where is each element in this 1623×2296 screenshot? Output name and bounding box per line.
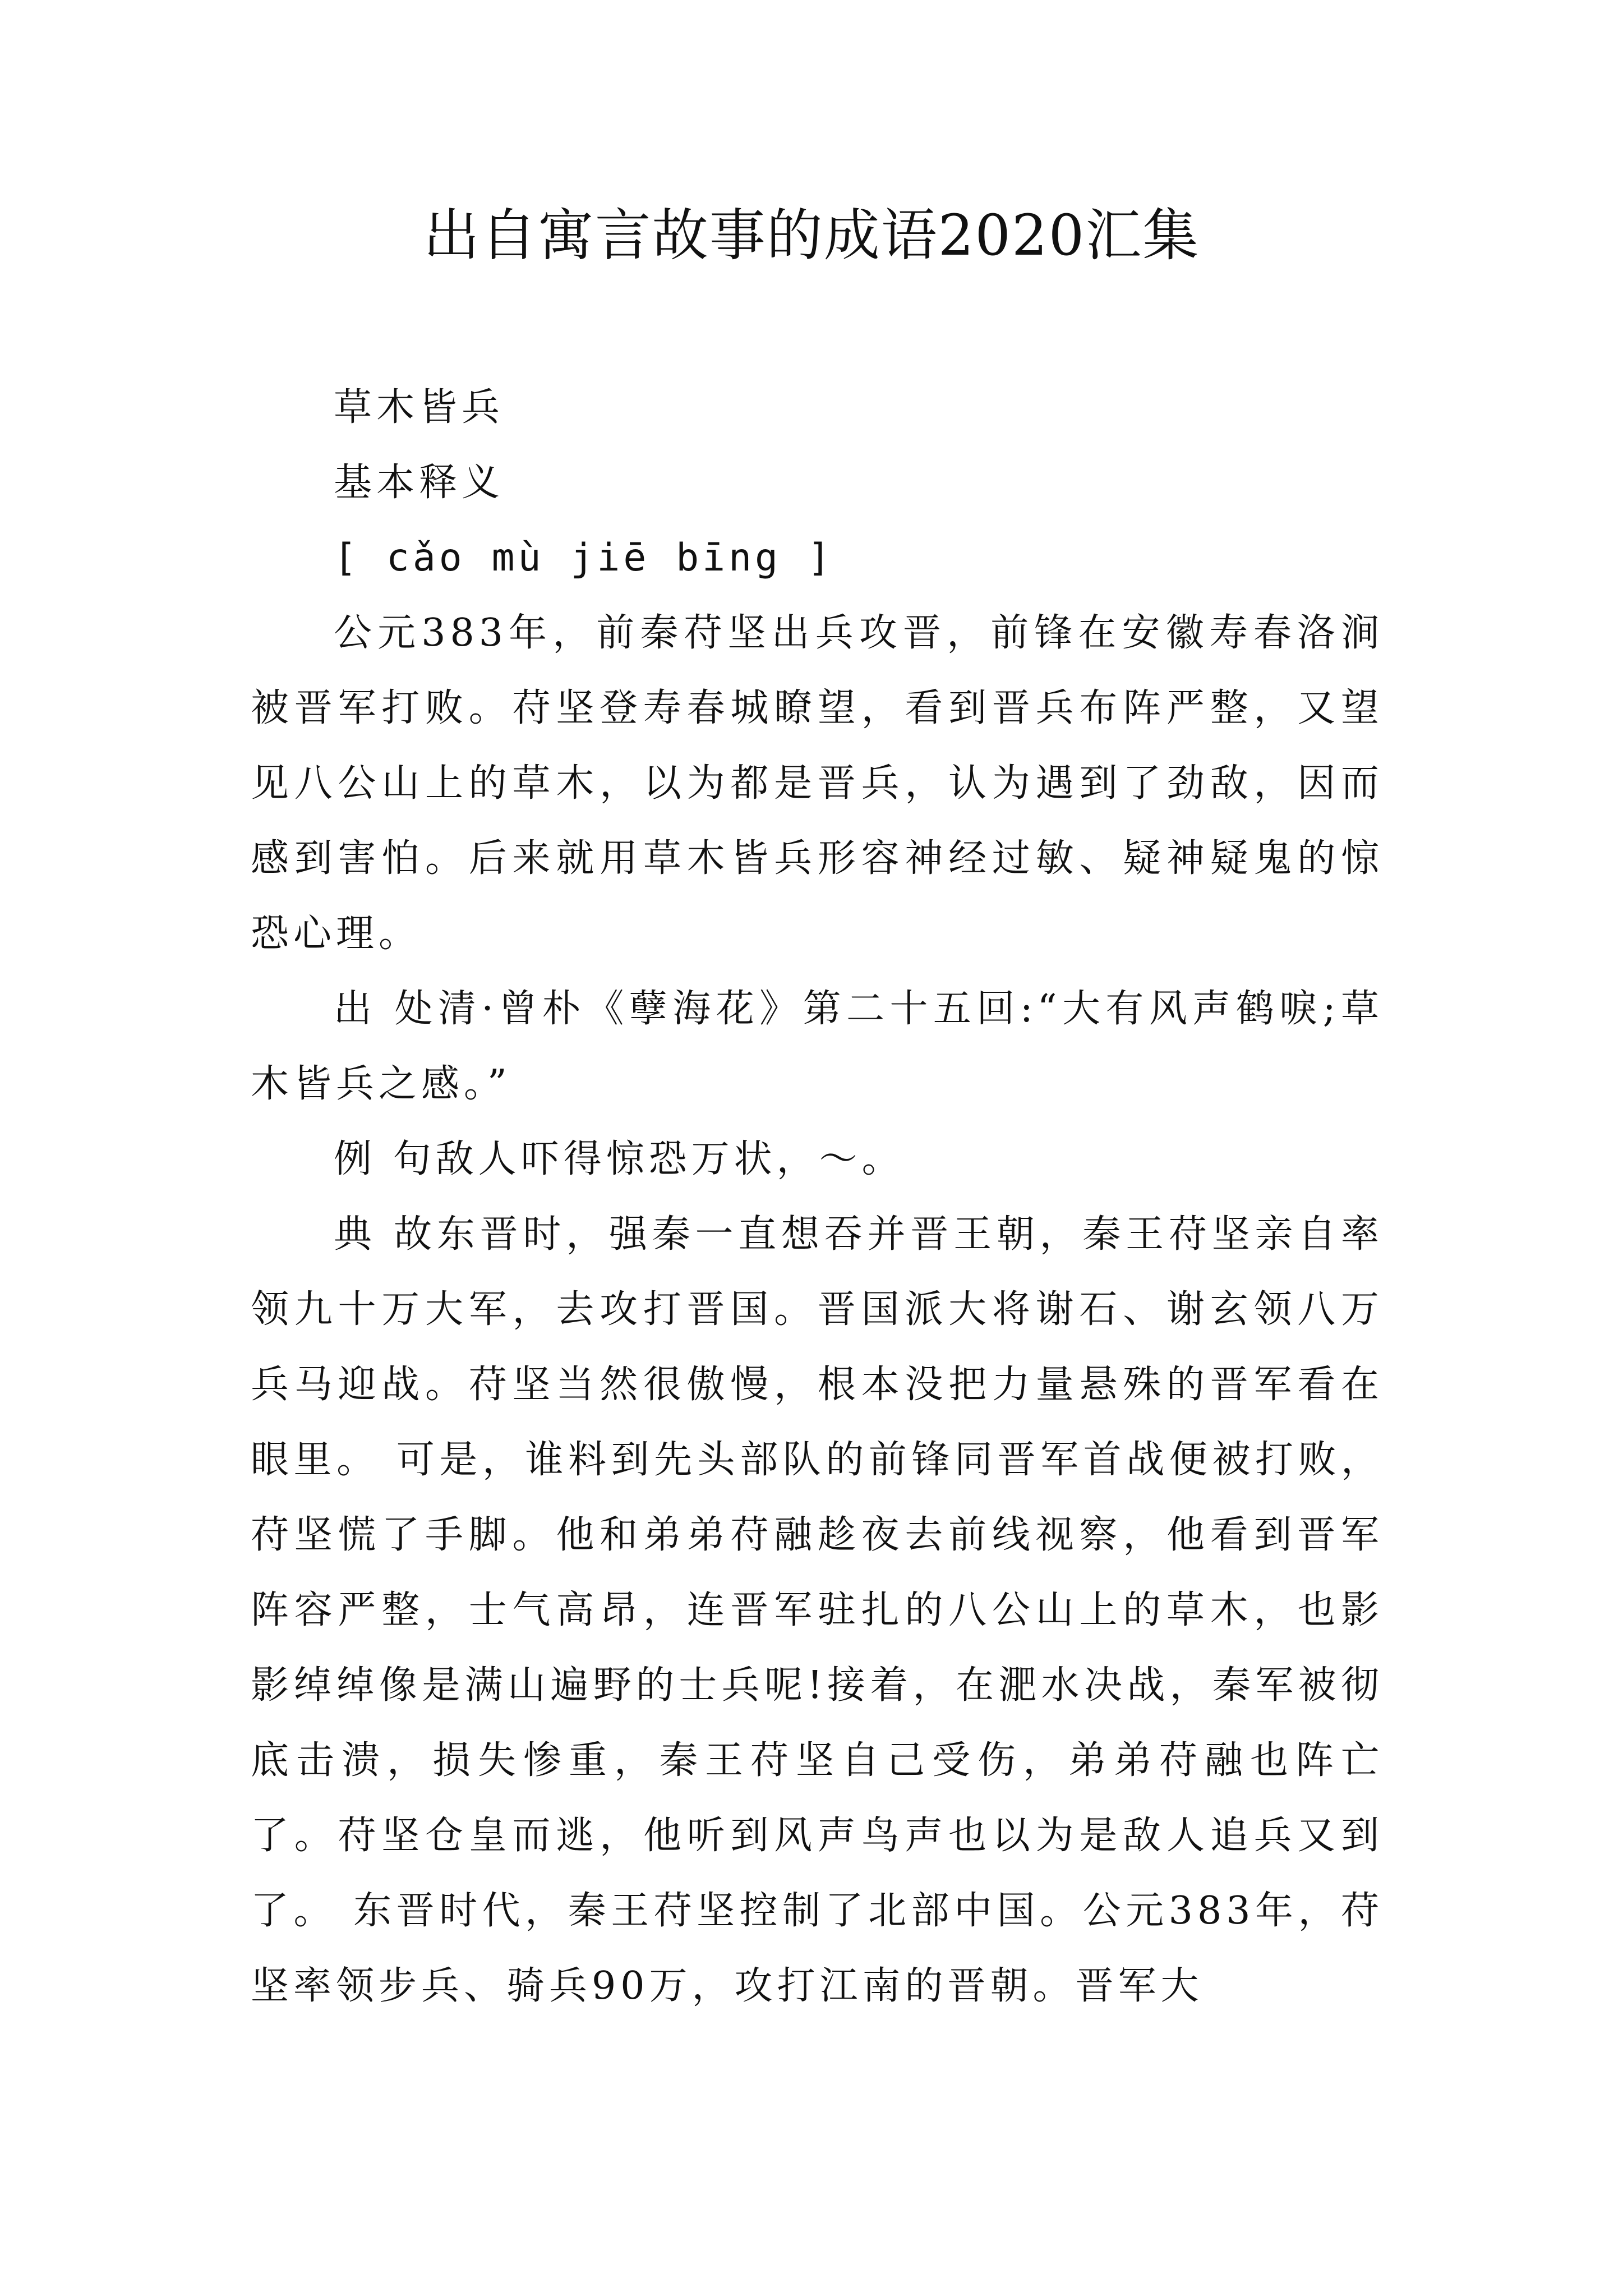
example-paragraph: 例 句敌人吓得惊恐万状，～。 xyxy=(334,1137,905,1181)
idiom-heading: 草木皆兵 xyxy=(334,385,505,430)
meaning-paragraph: 公元383年，前秦苻坚出兵攻晋，前锋在安徽寿春洛涧被晋军打败。苻坚登寿春城瞭望，看到晋兵布阵严整，又望见八公山上的草木，以为都是晋兵，认为遇到了劲敌，因而感到害怕。后来就用草木皆兵形容神经过敏、疑神疑鬼的惊恐心理。 xyxy=(251,611,1384,956)
pinyin-line: [ cǎo mù jiē bīng ] xyxy=(334,536,834,580)
document-title: 出自寓言故事的成语2020汇集 xyxy=(423,203,1200,268)
source-paragraph: 出 处清·曾朴《孽海花》第二十五回:“大有风声鹤唳;草木皆兵之感。” xyxy=(251,987,1384,1106)
document-body xyxy=(251,370,1384,2024)
section-heading-basic-meaning: 基本释义 xyxy=(334,461,505,505)
story-paragraph: 典 故东晋时，强秦一直想吞并晋王朝，秦王苻坚亲自率领九十万大军，去攻打晋国。晋国派大将谢石、谢玄领八万兵马迎战。苻坚当然很傲慢，根本没把力量悬殊的晋军看在眼里。 可是，谁料到先头部队的前锋同晋军首战便被打败，苻坚慌了手脚。他和弟弟苻融趁夜去前线视察，他看到晋军阵容严整，士气高昂，连晋军驻扎的八公山上的草木，也影影绰绰像是满山遍野的士兵呢!接着，在淝水决战，秦军被彻底击溃，损失惨重，秦王苻坚自己受伤，弟弟苻融也阵亡了。苻坚仓皇而逃，他听到风声鸟声也以为是敌人追兵又到了。 东晋时代，秦王苻坚控制了北部中国。公元383年，苻坚率领步兵、骑兵90万，攻打江南的晋朝。晋军大 xyxy=(251,1212,1384,2008)
